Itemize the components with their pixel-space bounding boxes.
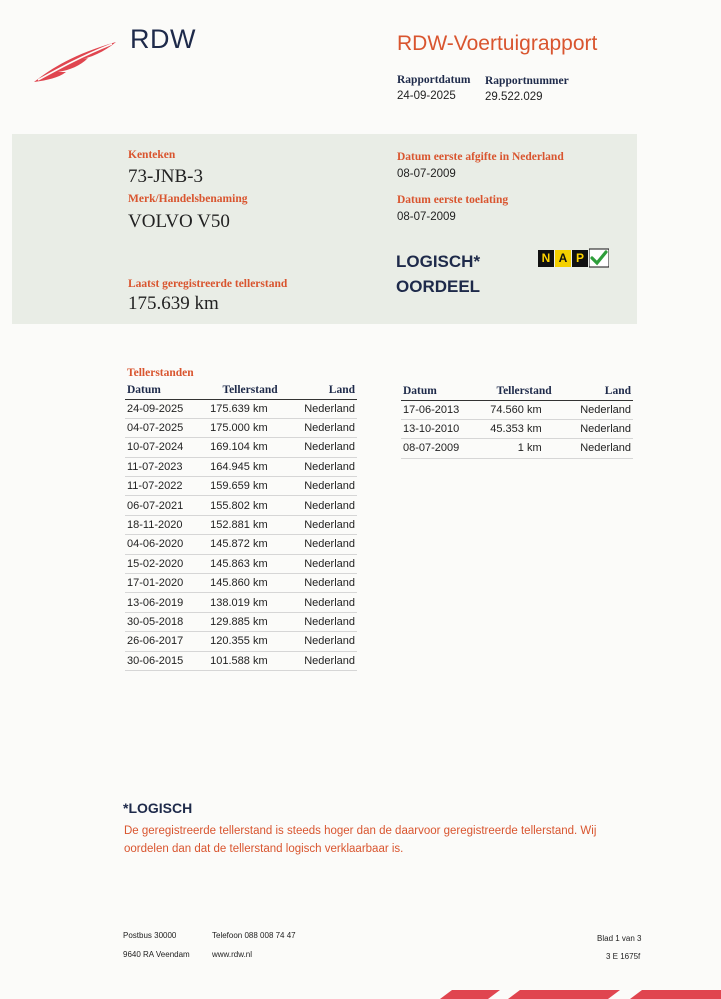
reading-date: 30-05-2018 (125, 612, 195, 631)
brand-label: Merk/Handelsbenaming (128, 193, 248, 205)
reading-date: 17-06-2013 (401, 400, 473, 419)
readings-title: Tellerstanden (127, 367, 194, 379)
reading-date: 18-11-2020 (125, 515, 195, 534)
footer-phone: Telefoon 088 008 74 47 (212, 931, 296, 940)
nap-letter-a: A (555, 250, 571, 267)
verdict-line2: OORDEEL (396, 277, 481, 296)
reading-country: Nederland (294, 418, 357, 437)
reading-date: 04-07-2025 (125, 418, 195, 437)
readings-table-left (125, 383, 357, 671)
reading-country: Nederland (294, 477, 357, 496)
verdict (396, 249, 480, 299)
first-issue-value: 08-07-2009 (397, 168, 456, 180)
reading-country: Nederland (294, 651, 357, 670)
reading-date: 08-07-2009 (401, 439, 473, 458)
first-admission-value: 08-07-2009 (397, 211, 456, 223)
table-row (401, 400, 633, 419)
reading-km: 74.560 km (473, 400, 568, 419)
reading-country: Nederland (294, 632, 357, 651)
nap-letter-n: N (538, 250, 554, 267)
reading-date: 17-01-2020 (125, 574, 195, 593)
footer-postbus: Postbus 30000 (123, 931, 177, 940)
report-date: 24-09-2025 (397, 90, 456, 102)
report-number: 29.522.029 (485, 91, 543, 103)
reading-country: Nederland (294, 554, 357, 573)
reading-country: Nederland (294, 457, 357, 476)
plate-value: 73-JNB-3 (128, 166, 203, 187)
reading-km: 164.945 km (195, 457, 294, 476)
reading-date: 11-07-2023 (125, 457, 195, 476)
reading-date: 24-09-2025 (125, 399, 195, 418)
last-reading-label: Laatst geregistreerde tellerstand (128, 278, 288, 290)
table-row (125, 632, 357, 651)
footer-address: 9640 RA Veendam (123, 950, 190, 959)
readings-table-right (401, 384, 633, 459)
report-title: RDW-Voertuigrapport (397, 32, 598, 55)
verdict-line1: LOGISCH* (396, 252, 481, 271)
reading-km: 155.802 km (195, 496, 294, 515)
table-row (125, 612, 357, 631)
nap-badge (538, 248, 609, 268)
reading-date: 06-07-2021 (125, 496, 195, 515)
col-header-date: Datum (401, 384, 473, 400)
reading-km: 129.885 km (195, 612, 294, 631)
table-row (125, 418, 357, 437)
report-date-label: Rapportdatum (397, 74, 471, 86)
reading-date: 13-06-2019 (125, 593, 195, 612)
reading-km: 101.588 km (195, 651, 294, 670)
reading-km: 159.659 km (195, 477, 294, 496)
logo-text: RDW (130, 24, 196, 54)
note-title: *LOGISCH (123, 800, 193, 816)
checkmark-icon (589, 248, 609, 268)
last-reading-value: 175.639 km (128, 293, 219, 314)
col-header-km: Tellerstand (195, 383, 294, 399)
reading-country: Nederland (294, 574, 357, 593)
reading-date: 15-02-2020 (125, 554, 195, 573)
col-header-country: Land (568, 384, 633, 400)
table-row (125, 574, 357, 593)
reading-km: 138.019 km (195, 593, 294, 612)
brand-value: VOLVO V50 (128, 211, 230, 232)
table-row (401, 439, 633, 458)
reading-km: 175.639 km (195, 399, 294, 418)
reading-country: Nederland (294, 496, 357, 515)
col-header-date: Datum (125, 383, 195, 399)
reading-country: Nederland (294, 438, 357, 457)
reading-country: Nederland (294, 399, 357, 418)
table-row (125, 457, 357, 476)
reading-km: 169.104 km (195, 438, 294, 457)
reading-country: Nederland (294, 535, 357, 554)
table-row (125, 477, 357, 496)
reading-km: 1 km (473, 439, 568, 458)
reading-date: 26-06-2017 (125, 632, 195, 651)
table-row (125, 593, 357, 612)
table-row (125, 399, 357, 418)
first-issue-label: Datum eerste afgifte in Nederland (397, 151, 564, 163)
reading-km: 175.000 km (195, 418, 294, 437)
table-row (125, 515, 357, 534)
table-row (125, 554, 357, 573)
reading-date: 11-07-2022 (125, 477, 195, 496)
footer-code: 3 E 1675f (606, 952, 641, 961)
reading-date: 04-06-2020 (125, 535, 195, 554)
footer-page: Blad 1 van 3 (597, 934, 642, 943)
plate-label: Kenteken (128, 149, 176, 161)
reading-country: Nederland (568, 439, 633, 458)
reading-date: 13-10-2010 (401, 419, 473, 438)
table-row (125, 535, 357, 554)
reading-km: 45.353 km (473, 419, 568, 438)
reading-country: Nederland (294, 612, 357, 631)
first-admission-label: Datum eerste toelating (397, 194, 509, 206)
reading-date: 10-07-2024 (125, 438, 195, 457)
table-row (125, 496, 357, 515)
reading-km: 145.872 km (195, 535, 294, 554)
reading-km: 120.355 km (195, 632, 294, 651)
reading-km: 145.860 km (195, 574, 294, 593)
table-row (125, 438, 357, 457)
report-number-label: Rapportnummer (485, 75, 569, 87)
table-row (125, 651, 357, 670)
col-header-country: Land (294, 383, 357, 399)
reading-country: Nederland (568, 419, 633, 438)
note-text: De geregistreerde tellerstand is steeds hoger dan de daarvoor geregistreerde tellerstand. Wij oordelen dan dat de tellerstand logisch verklaarbaar is. (124, 825, 597, 855)
reading-country: Nederland (294, 515, 357, 534)
table-row (401, 419, 633, 438)
reading-km: 152.881 km (195, 515, 294, 534)
footer-website[interactable]: www.rdw.nl (212, 950, 253, 959)
reading-date: 30-06-2015 (125, 651, 195, 670)
rdw-feather-logo-icon (30, 38, 120, 86)
reading-km: 145.863 km (195, 554, 294, 573)
reading-country: Nederland (294, 593, 357, 612)
footer-stripe-graphic (430, 988, 721, 999)
nap-letter-p: P (572, 250, 588, 267)
col-header-km: Tellerstand (473, 384, 568, 400)
reading-country: Nederland (568, 400, 633, 419)
